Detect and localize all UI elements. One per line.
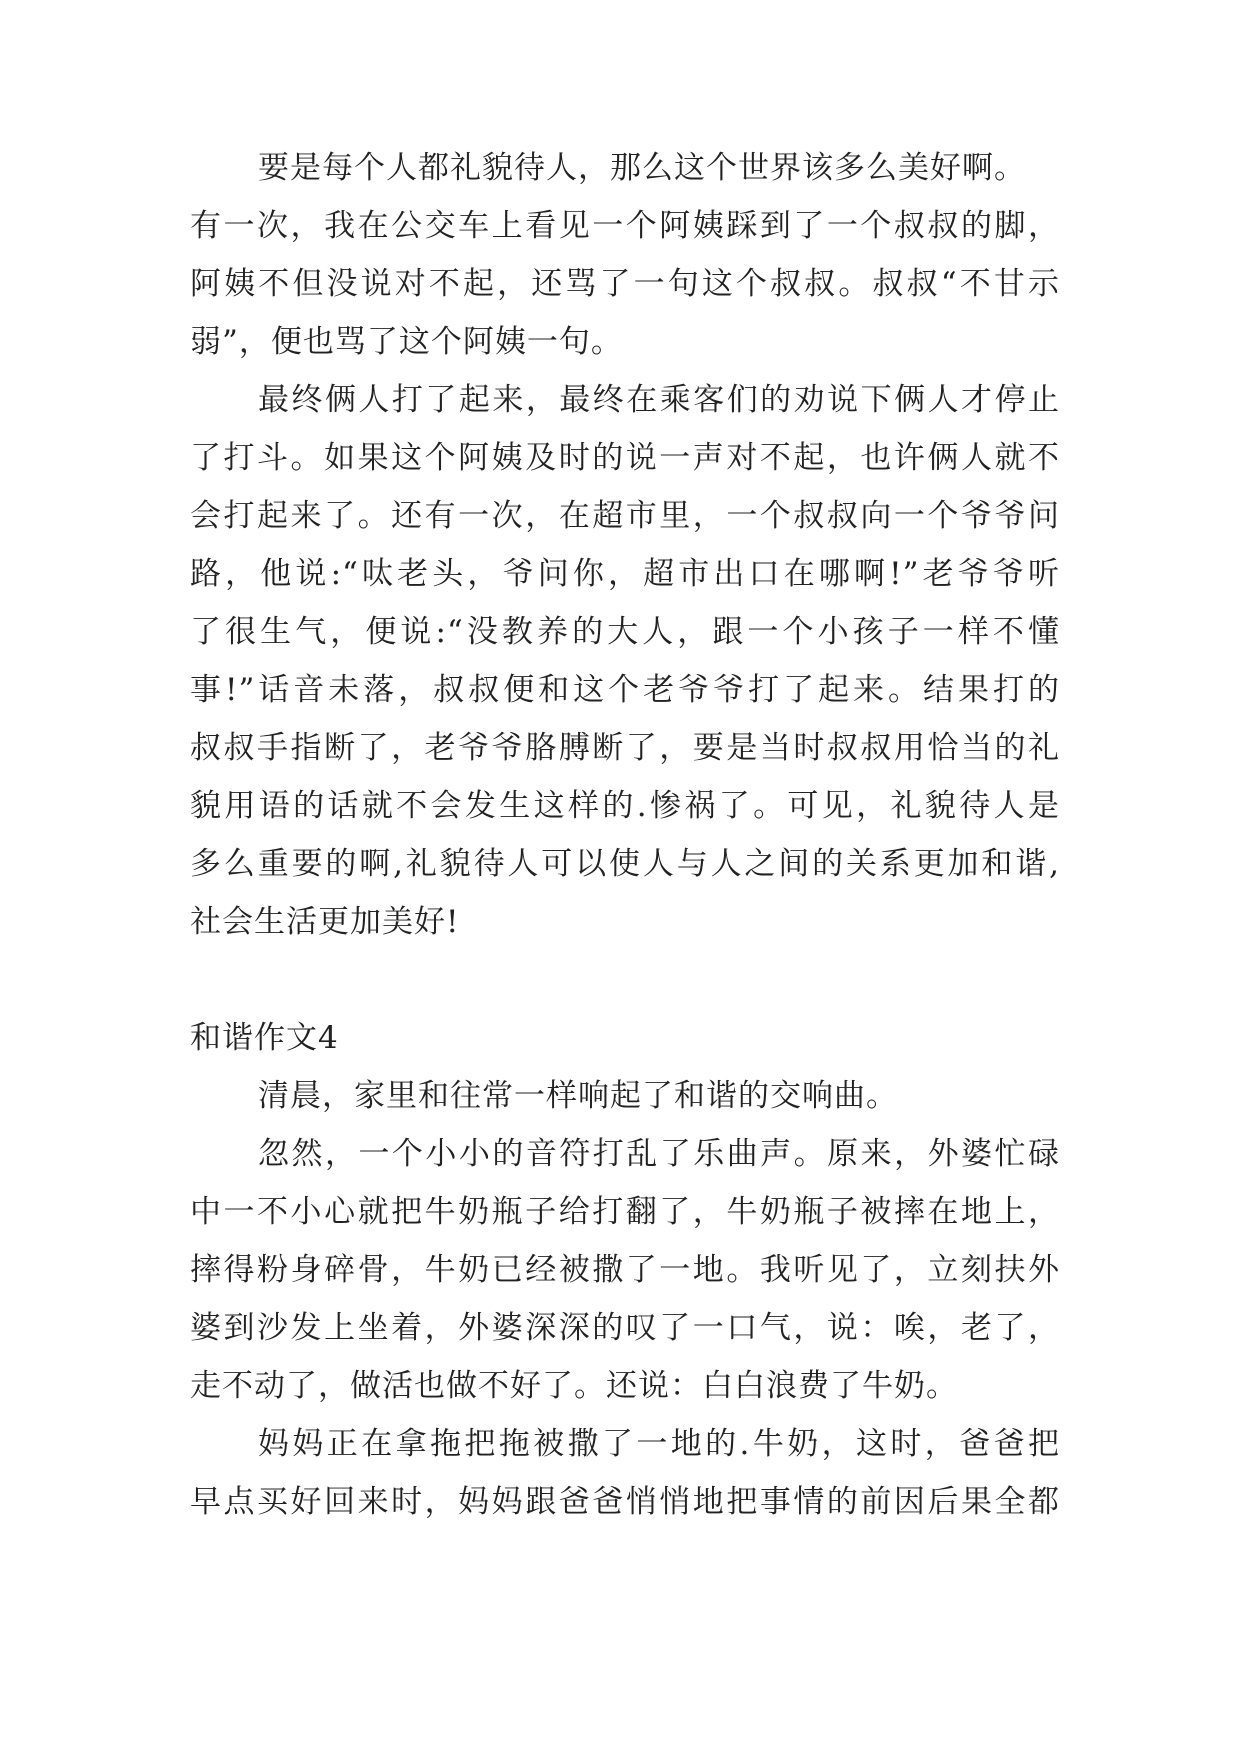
paragraph-line: 最终俩人打了起来，最终在乘客们的劝说下俩人才停止 xyxy=(258,382,1060,418)
paragraph-line: 社会生活更加美好! xyxy=(190,904,460,940)
paragraph-line: 多么重要的啊,礼貌待人可以使人与人之间的关系更加和谐, xyxy=(190,846,1060,882)
paragraph-line: 会打起来了。还有一次，在超市里，一个叔叔向一个爷爷问 xyxy=(190,498,1060,534)
paragraph-line: 摔得粉身碎骨，牛奶已经被撒了一地。我听见了，立刻扶外 xyxy=(190,1252,1060,1288)
paragraph-line: 妈妈正在拿拖把拖被撒了一地的.牛奶，这时，爸爸把 xyxy=(258,1426,1060,1462)
paragraph-line: 忽然，一个小小的音符打乱了乐曲声。原来，外婆忙碌 xyxy=(258,1136,1060,1172)
paragraph-line: 貌用语的话就不会发生这样的.惨祸了。可见，礼貌待人是 xyxy=(190,788,1060,824)
paragraph-line: 有一次，我在公交车上看见一个阿姨踩到了一个叔叔的脚， xyxy=(190,208,1060,244)
section-heading: 和谐作文4 xyxy=(190,1020,339,1056)
paragraph-line: 中一不小心就把牛奶瓶子给打翻了，牛奶瓶子被摔在地上， xyxy=(190,1194,1060,1230)
paragraph-line: 清晨，家里和往常一样响起了和谐的交响曲。 xyxy=(258,1078,898,1114)
paragraph-line: 阿姨不但没说对不起，还骂了一句这个叔叔。叔叔“不甘示 xyxy=(190,266,1060,302)
paragraph-line: 了打斗。如果这个阿姨及时的说一声对不起，也许俩人就不 xyxy=(190,440,1060,476)
paragraph-line: 早点买好回来时，妈妈跟爸爸悄悄地把事情的前因后果全都 xyxy=(190,1484,1060,1520)
paragraph-line: 要是每个人都礼貌待人，那么这个世界该多么美好啊。 xyxy=(258,150,1026,186)
paragraph-line: 弱”，便也骂了这个阿姨一句。 xyxy=(190,324,623,360)
paragraph-line: 走不动了，做活也做不好了。还说：白白浪费了牛奶。 xyxy=(190,1368,958,1404)
paragraph-line: 婆到沙发上坐着，外婆深深的叹了一口气，说：唉，老了， xyxy=(190,1310,1060,1346)
paragraph-line: 事!”话音未落，叔叔便和这个老爷爷打了起来。结果打的 xyxy=(190,672,1060,708)
paragraph-line: 了很生气，便说:“没教养的大人，跟一个小孩子一样不懂 xyxy=(190,614,1060,650)
paragraph-line: 叔叔手指断了，老爷爷胳膊断了，要是当时叔叔用恰当的礼 xyxy=(190,730,1060,766)
paragraph-line: 路，他说:“呔老头，爷问你，超市出口在哪啊!”老爷爷听 xyxy=(190,556,1060,592)
